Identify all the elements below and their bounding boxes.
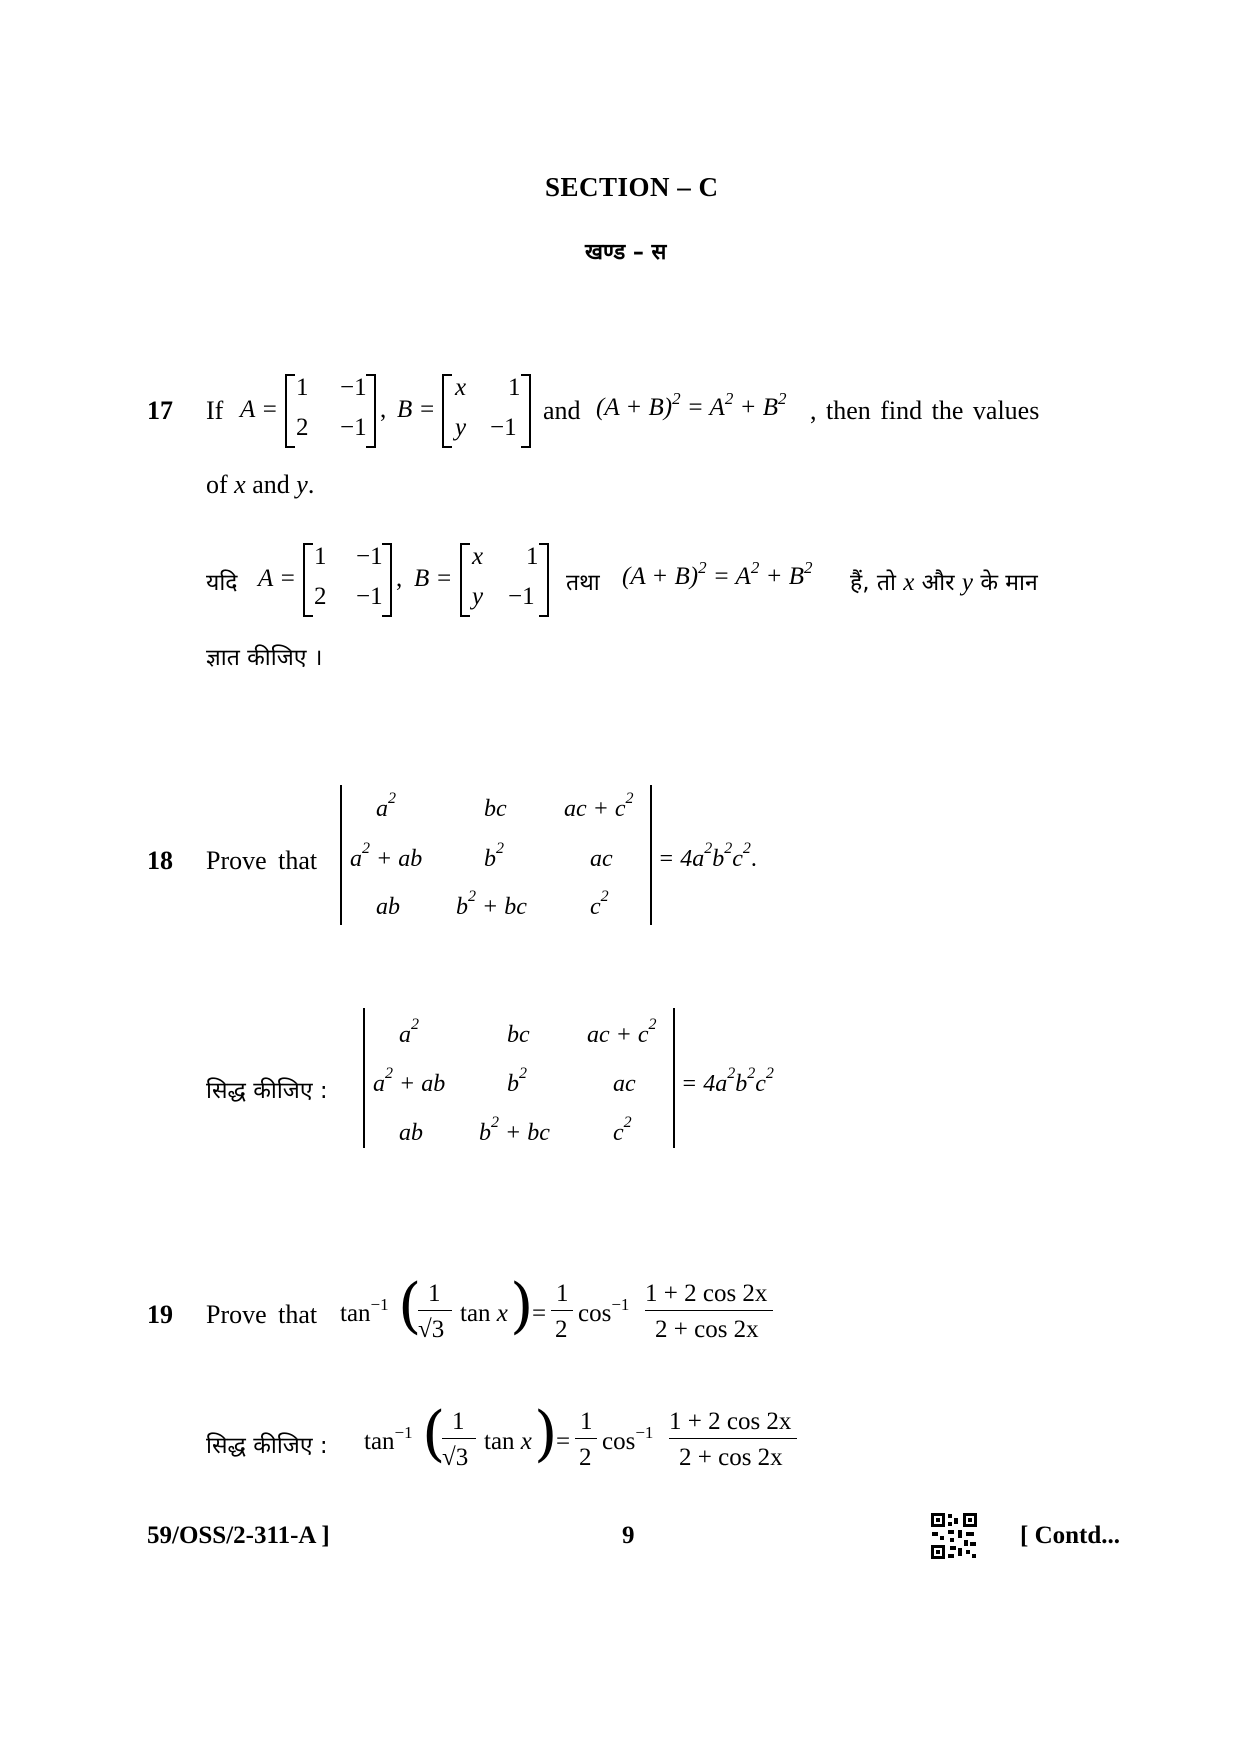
- q17-hi-comma: ,: [396, 565, 403, 592]
- det-hi-r1c2: bc: [507, 1022, 530, 1048]
- section-title-hindi: खण्ड – स: [585, 240, 667, 265]
- section-title: SECTION – C: [545, 172, 719, 202]
- q17-hi-A-22: −1: [356, 583, 383, 610]
- q19-hi-tanx: tan x: [484, 1428, 532, 1455]
- q17-B-12: 1: [508, 374, 521, 401]
- q17-hi-B-11: x: [472, 543, 484, 570]
- paren-right: ): [510, 1271, 534, 1341]
- paren-right: ): [534, 1399, 558, 1469]
- fraction-line: [645, 1310, 773, 1311]
- determinant-bar-left: [363, 1008, 365, 1148]
- det-hi-r2c3: ac: [613, 1071, 636, 1097]
- matrix-bracket-left: [460, 543, 470, 617]
- matrix-bracket-right: [382, 543, 392, 617]
- q19-hi-frac1-num: 1: [452, 1408, 465, 1435]
- q17-equation: $(A + B)^2 = A^2 + B^2$: [596, 389, 787, 421]
- q19-hi-den: 2 + cos 2x: [679, 1444, 783, 1471]
- q17-hi-A-11: 1: [314, 543, 327, 570]
- q19-half-den: 2: [555, 1316, 568, 1343]
- q17-A-21: 2: [296, 414, 309, 441]
- qr-code-icon: [930, 1512, 978, 1560]
- q17-B-22: −1: [490, 414, 517, 441]
- q17-hi-B-21: y: [472, 583, 484, 610]
- paper-code: 59/OSS/2-311-A ]: [147, 1522, 330, 1549]
- q17-hi-tail: हैं, तो x और y के मान: [850, 569, 1038, 596]
- q17-hi-if: यदि: [206, 570, 238, 596]
- matrix-bracket-right: [539, 543, 549, 617]
- q19-frac1-den: √3: [418, 1316, 445, 1343]
- q17-B-21: y: [455, 414, 467, 441]
- q18-rhs: = $4a^2b^2c^2$.: [658, 840, 757, 872]
- q19-eq: =: [532, 1300, 547, 1327]
- q17-hi-B-label: B =: [414, 565, 453, 592]
- q19-frac1-num: 1: [428, 1280, 441, 1307]
- det-r3c1: ab: [376, 894, 400, 920]
- fraction-line: [575, 1438, 597, 1439]
- det-r3c3: $c^2$: [590, 888, 609, 920]
- q17-hi-A-12: −1: [356, 543, 383, 570]
- det-hi-r2c2: $b^2$: [507, 1065, 527, 1097]
- q17-hi-A-label: A =: [258, 565, 296, 592]
- q19-hi-eq: =: [556, 1428, 571, 1455]
- fraction-line: [418, 1310, 452, 1311]
- q17-tail: , then find the values: [810, 396, 1040, 425]
- matrix-bracket-left: [285, 374, 295, 448]
- q17-hi-B-12: 1: [526, 543, 539, 570]
- paren-left: (: [422, 1399, 446, 1469]
- det-r1c3: ac + $c^2$: [564, 790, 634, 822]
- det-hi-r3c1: ab: [399, 1120, 423, 1146]
- q17-A-11: 1: [296, 374, 309, 401]
- q19-hi-num: 1 + 2 cos 2x: [669, 1408, 792, 1435]
- question-number-19: 19: [147, 1300, 173, 1329]
- q17-hi-A-21: 2: [314, 583, 327, 610]
- question-number-17: 17: [147, 396, 173, 425]
- q18-prove-that: Prove that: [206, 846, 318, 875]
- det-hi-r3c3: $c^2$: [613, 1114, 632, 1146]
- fraction-line: [669, 1438, 797, 1439]
- question-number-18: 18: [147, 846, 173, 875]
- q19-hi-prove: सिद्ध कीजिए :: [206, 1433, 328, 1459]
- det-r1c1: $a^2$: [376, 790, 396, 822]
- q18-hi-rhs: = $4a^2b^2c^2$: [681, 1065, 774, 1097]
- q19-hi-tan-inv: $\tan^{-1}$: [364, 1423, 413, 1455]
- q19-cos-inv: $\cos^{-1}$: [578, 1295, 630, 1327]
- page-number: 9: [622, 1522, 635, 1549]
- q19-hi-half-den: 2: [579, 1444, 592, 1471]
- det-r1c2: bc: [484, 796, 507, 822]
- matrix-bracket-left: [442, 374, 452, 448]
- q19-den: 2 + cos 2x: [655, 1316, 759, 1343]
- q17-if: If: [206, 396, 224, 425]
- q17-B-11: x: [455, 374, 467, 401]
- det-r2c3: ac: [590, 846, 613, 872]
- q17-and: and: [543, 396, 581, 425]
- q18-hi-prove: सिद्ध कीजिए :: [206, 1078, 328, 1104]
- q17-A-12: −1: [340, 374, 367, 401]
- q19-hi-frac1-den: √3: [442, 1444, 469, 1471]
- q17-hi-B-22: −1: [508, 583, 535, 610]
- det-r2c1: $a^2$ + ab: [350, 840, 423, 872]
- q19-half-num: 1: [556, 1280, 569, 1307]
- q17-comma: ,: [380, 396, 387, 423]
- determinant-bar-right: [650, 785, 652, 925]
- q17-B-label: B =: [397, 396, 436, 423]
- matrix-bracket-left: [303, 543, 313, 617]
- q19-tanx: tan x: [460, 1300, 508, 1327]
- q17-hi-equation: $(A + B)^2 = A^2 + B^2$: [622, 558, 813, 590]
- det-r3c2: $b^2$ + bc: [456, 888, 527, 920]
- q19-num: 1 + 2 cos 2x: [645, 1280, 768, 1307]
- q17-hi-line2: ज्ञात कीजिए ।: [206, 645, 323, 671]
- q17-hi-and: तथा: [566, 570, 600, 596]
- q19-hi-cos-inv: $\cos^{-1}$: [602, 1423, 654, 1455]
- determinant-bar-right: [673, 1008, 675, 1148]
- q19-hi-half-num: 1: [580, 1408, 593, 1435]
- q19-prove-that: Prove that: [206, 1300, 318, 1329]
- q17-A-label: A =: [240, 396, 278, 423]
- q17-A-22: −1: [340, 414, 367, 441]
- determinant-bar-left: [340, 785, 342, 925]
- det-hi-r3c2: $b^2$ + bc: [479, 1114, 550, 1146]
- det-r2c2: $b^2$: [484, 840, 504, 872]
- det-hi-r1c3: ac + $c^2$: [587, 1016, 657, 1048]
- det-hi-r2c1: $a^2$ + ab: [373, 1065, 446, 1097]
- paren-left: (: [398, 1271, 422, 1341]
- det-hi-r1c1: $a^2$: [399, 1016, 419, 1048]
- q19-tan-inv: $\tan^{-1}$: [340, 1295, 389, 1327]
- matrix-bracket-right: [366, 374, 376, 448]
- fraction-line: [442, 1438, 476, 1439]
- continued-label: [ Contd...: [1020, 1522, 1121, 1549]
- q17-line2: of x and y.: [206, 470, 315, 499]
- matrix-bracket-right: [521, 374, 531, 448]
- fraction-line: [551, 1310, 573, 1311]
